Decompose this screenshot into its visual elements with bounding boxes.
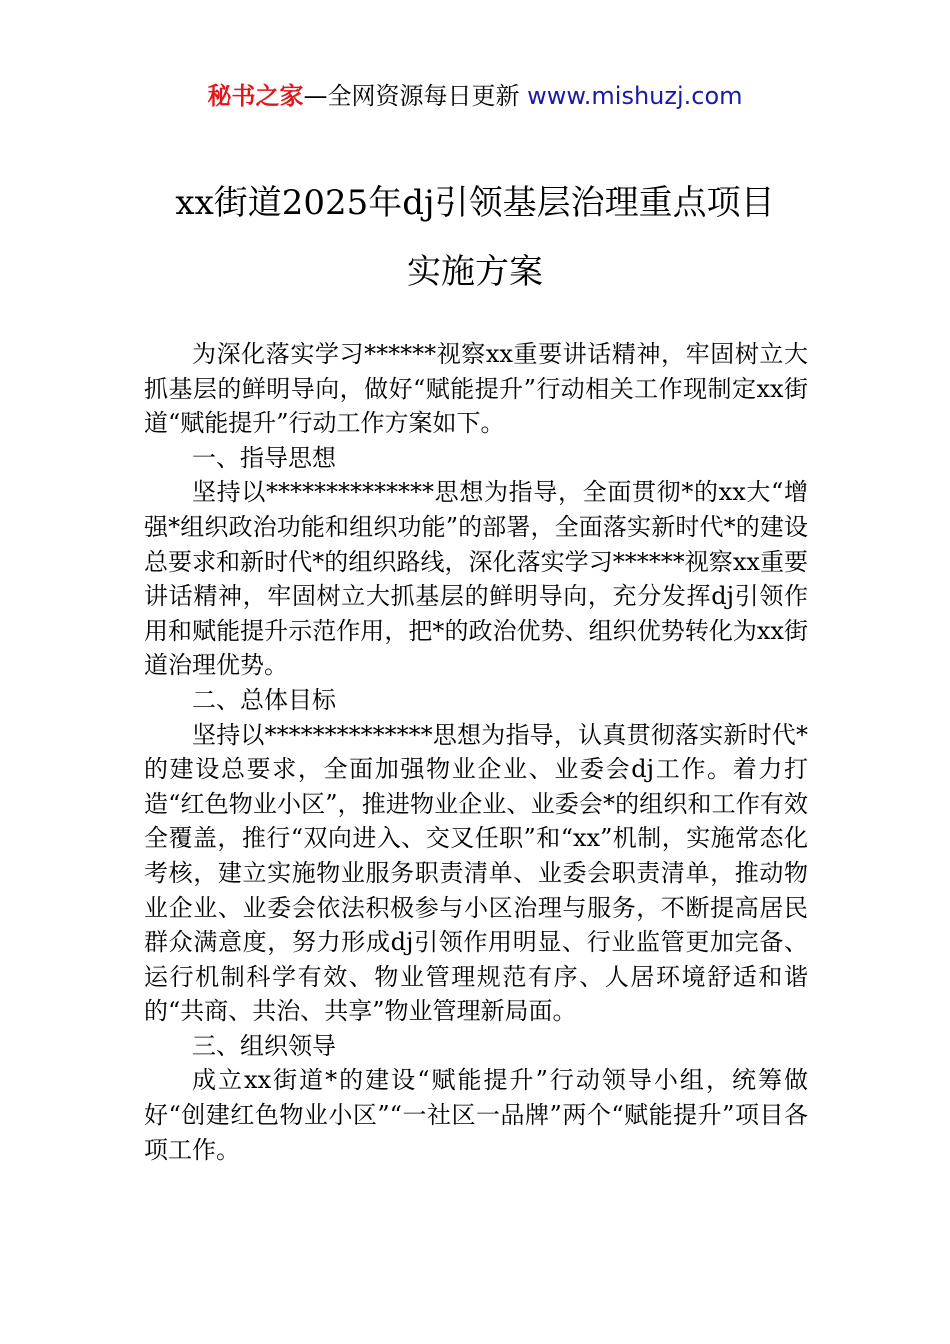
section-heading-overall-goal: 二、总体目标 <box>192 685 336 714</box>
site-tagline: —全网资源每日更新 <box>303 82 528 110</box>
intro-paragraph: 为深化落实学习******视察xx重要讲话精神，牢固树立大抓基层的鲜明导向，做好“赋能提升”行动相关工作现制定xx街道“赋能提升”行动工作方案如下。 <box>144 340 808 438</box>
document-title-line-1: xx街道2025年dj引领基层治理重点项目 <box>175 183 775 223</box>
section-paragraph-guiding-thought: 坚持以**************思想为指导，全面贯彻*的xx大“增强*组织政治功能和组织功能”的部署，全面落实新时代*的建设总要求和新时代*的组织路线，深化落实学习******视察xx重要讲话精神，牢固树立大抓基层的鲜明导向，充分发挥dj引领作用和赋能提升示范作用，把*的政治优势、组织优势转化为xx街道治理优势。 <box>144 478 808 680</box>
document-title-line-2: 实施方案 <box>407 252 543 292</box>
document-body <box>144 337 808 1167</box>
section-paragraph-overall-goal: 坚持以**************思想为指导，认真贯彻落实新时代*的建设总要求，全面加强物业企业、业委会dj工作。着力打造“红色物业小区”，推进物业企业、业委会*的组织和工作有效全覆盖，推行“双向进入、交叉任职”和“xx”机制，实施常态化考核，建立实施物业服务职责清单、业委会职责清单，推动物业企业、业委会依法积极参与小区治理与服务，不断提高居民群众满意度，努力形成dj引领作用明显、行业监管更加完备、运行机制科学有效、物业管理规范有序、人居环境舒适和谐的“共商、共治、共享”物业管理新局面。 <box>144 720 808 1026</box>
section-heading-guiding-thought: 一、指导思想 <box>192 443 336 472</box>
site-header <box>0 80 950 112</box>
section-paragraph-leadership: 成立xx街道*的建设“赋能提升”行动领导小组，统筹做好“创建红色物业小区”“一社区一品牌”两个“赋能提升”项目各项工作。 <box>144 1066 808 1164</box>
section-heading-leadership: 三、组织领导 <box>192 1031 336 1060</box>
site-brand: 秘书之家 <box>207 82 304 110</box>
site-url-link[interactable]: www.mishuzj.com <box>527 82 743 110</box>
